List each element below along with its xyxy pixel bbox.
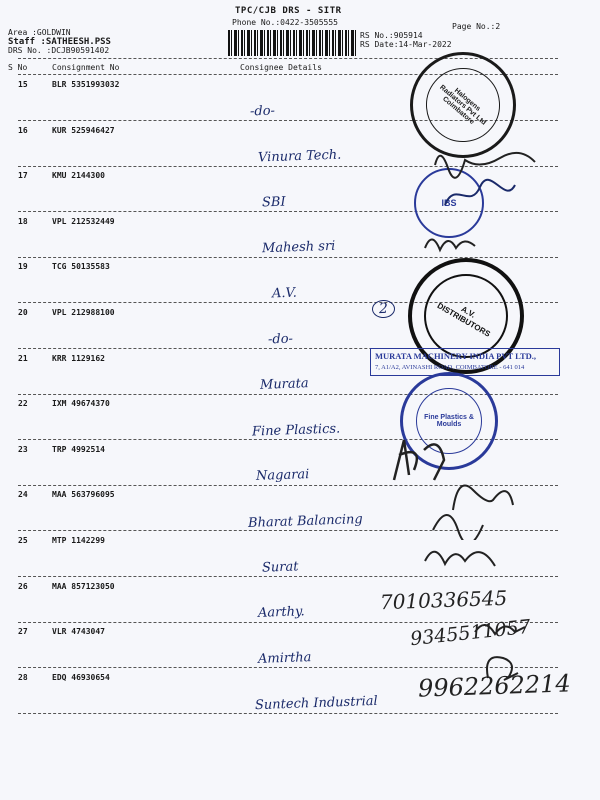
row-handwritten-consignee: Murata	[259, 376, 309, 394]
row-sno: 16	[18, 125, 28, 135]
col-consignee: Consignee Details	[240, 63, 322, 72]
col-sno: S No	[8, 63, 28, 72]
row-handwritten-consignee: Nagarai	[255, 467, 310, 485]
row-sno: 17	[18, 171, 28, 181]
area-label: Area :GOLDWIN	[8, 28, 71, 37]
av-stamp-text: A.V. DISTRIBUTORS	[435, 301, 492, 339]
signature-23	[384, 430, 454, 485]
row-sno: 23	[18, 444, 28, 454]
row-sno: 15	[18, 80, 28, 89]
row-handwritten-consignee: SBI	[261, 194, 286, 211]
row-consignment-no: EDQ 46930654	[52, 672, 110, 682]
row-consignment-no: VPL 212532449	[52, 216, 115, 226]
row-handwritten-consignee: Bharat Balancing	[247, 512, 363, 531]
row-consignment-no: KMU 2144300	[52, 171, 105, 181]
row-consignment-no: KRR 1129162	[52, 353, 105, 363]
row-consignment-no: MAA 857123050	[52, 581, 115, 591]
document-title: TPC/CJB DRS - SITR	[235, 6, 342, 16]
row-sno: 21	[18, 353, 28, 363]
murata-stamp	[370, 348, 560, 376]
row-sno: 25	[18, 536, 28, 545]
row-divider	[18, 667, 558, 668]
row-handwritten-consignee: -do-	[267, 331, 294, 348]
signature-16	[430, 140, 540, 180]
row-handwritten-consignee: Suntech Industrial	[254, 694, 378, 714]
round-stamp-small-text: IBS	[441, 198, 457, 208]
row-sno: 22	[18, 399, 28, 409]
rs-date: RS Date:14-Mar-2022	[360, 40, 452, 49]
phone-number: Phone No.:0422-3505555	[232, 18, 338, 27]
row-sno: 20	[18, 308, 28, 317]
signature-28	[478, 648, 528, 684]
row-consignment-no: VLR 4743047	[52, 627, 105, 637]
row-consignment-no: TRP 4992514	[52, 444, 105, 454]
rs-number: RS No.:905914	[360, 31, 423, 40]
signature-27	[470, 612, 530, 642]
row-divider	[18, 576, 558, 577]
page-number: Page No.:2	[452, 22, 501, 31]
row-handwritten-consignee: Vinura Tech.	[257, 147, 342, 166]
row-consignment-no: MAA 563796095	[52, 490, 115, 500]
row-sno: 24	[18, 490, 28, 500]
row-handwritten-consignee: A.V.	[271, 285, 298, 302]
row-handwritten-consignee: Fine Plastics.	[251, 421, 341, 440]
row-consignment-no: VPL 212988100	[52, 308, 115, 317]
row-sno: 27	[18, 627, 28, 637]
col-consignment: Consignment No	[52, 63, 120, 72]
row-divider	[18, 713, 558, 714]
row-sno: 26	[18, 581, 28, 591]
handwritten-phone-2: 9345511057	[409, 615, 532, 651]
row-consignment-no: BLR 5351993032	[52, 80, 120, 89]
murata-stamp-line1: MURATA MACHINERY INDIA PVT LTD.,	[375, 351, 537, 361]
row-handwritten-consignee: Amirtha	[257, 649, 312, 667]
handwritten-phone-1: 7010336545	[379, 585, 508, 615]
halogens-stamp-text: Halogens Radiators Pvt Ltd Coimbatore	[438, 83, 488, 127]
barcode	[228, 30, 356, 56]
row-sno: 28	[18, 672, 28, 682]
row-consignment-no: TCG 50135583	[52, 262, 110, 272]
drs-number: DRS No. :DCJB90591402	[8, 46, 110, 55]
circled-number: 2	[372, 300, 396, 319]
row-handwritten-consignee: Mahesh sri	[261, 239, 336, 257]
row-consignment-no: IXM 49674370	[52, 399, 110, 409]
signature-18	[420, 228, 480, 258]
row-handwritten-consignee: -do-	[249, 103, 276, 120]
row-consignment-no: MTP 1142299	[52, 536, 105, 545]
murata-stamp-line2: 7, A1/A2, AVINASHI ROAD, COIMBATORE - 641 014	[375, 364, 525, 371]
row-consignment-no: KUR 525946427	[52, 125, 115, 135]
signature-17	[440, 175, 520, 215]
row-handwritten-consignee: Surat	[261, 558, 299, 576]
handwritten-phone-3: 9962262214	[417, 669, 572, 703]
signature-25a	[428, 500, 488, 540]
signature-25b	[420, 536, 500, 576]
staff-label: Staff :SATHEESH.PSS	[8, 37, 111, 47]
fine-plastics-stamp-text: Fine Plastics & Moulds	[424, 414, 474, 428]
row-sno: 18	[18, 216, 28, 226]
row-sno: 19	[18, 262, 28, 272]
row-handwritten-consignee: Aarthy.	[257, 604, 305, 621]
